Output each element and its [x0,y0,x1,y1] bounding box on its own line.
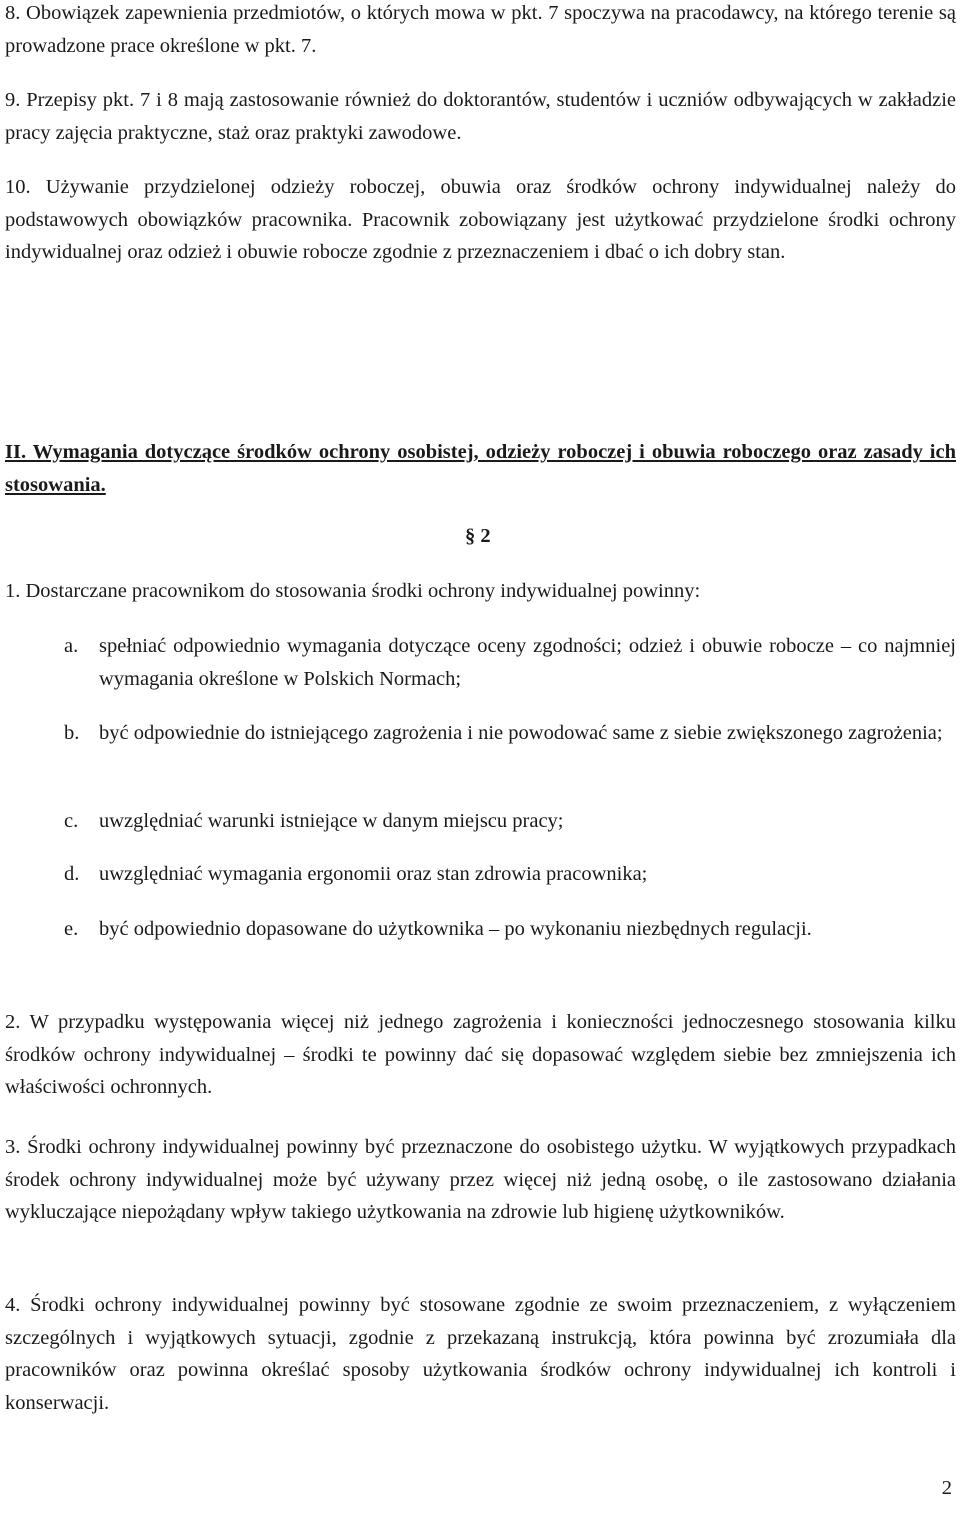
list-text: być odpowiednie do istniejącego zagrożenia i nie powodować same z siebie zwiększonego zagrożenia; [99,722,943,744]
paragraph-3: 3. Środki ochrony indywidualnej powinny być przeznaczone do osobistego użytku. W wyjątkowych przypadkach środek ochrony indywidualnej może być używany przez więcej niż jedną osobę, o ile zastosowano działania wykluczające niepożądany wpływ takiego użytkowania na zdrowie lub higienę użytkowników. [5,1136,956,1223]
section-title: II. Wymagania dotyczące środków ochrony osobistej, odzieży roboczej i obuwia roboczego oraz zasady ich stosowania. [5,441,956,496]
list-text: uwzględniać wymagania ergonomii oraz stan zdrowia pracownika; [99,863,648,885]
list-letter: c. [64,810,79,832]
list-letter: a. [64,635,79,657]
paragraph-10: 10. Używanie przydzielonej odzieży roboczej, obuwia oraz środków ochrony indywidualnej należy do podstawowych obowiązków pracownika. Pracownik zobowiązany jest użytkować przydzielone środki ochrony indywidualnej oraz odzież i obuwie robocze zgodnie z przeznaczeniem i dbać o ich dobry stan. [5,176,956,263]
list-letter: d. [64,863,80,885]
item-1-intro: 1. Dostarczane pracownikom do stosowania środki ochrony indywidualnej powinny: [5,580,701,602]
paragraph-2: 2. W przypadku występowania więcej niż jednego zagrożenia i konieczności jednoczesnego stosowania kilku środków ochrony indywidualnej – środki te powinny dać się dopasować względem siebie bez zmniejszenia ich właściwości ochronnych. [5,1011,956,1098]
list-item-e [64,913,956,946]
paragraph-8: 8. Obowiązek zapewnienia przedmiotów, o których mowa w pkt. 7 spoczywa na pracodawcy, na którego terenie są prowadzone prace określone w pkt. 7. [5,2,956,57]
list-item-a [64,630,956,695]
list-text: uwzględniać warunki istniejące w danym miejscu pracy; [99,810,564,832]
paragraph-sign: § 2 [465,525,491,547]
paragraph-4: 4. Środki ochrony indywidualnej powinny być stosowane zgodnie ze swoim przeznaczeniem, z wyłączeniem szczególnych i wyjątkowych sytuacji, zgodnie z przekazaną instrukcją, która powinna być zrozumiała dla pracowników oraz powinna określać sposoby użytkowania środków ochrony indywidualnej ich kontroli i konserwacji. [5,1294,956,1414]
list-text: być odpowiednio dopasowane do użytkownika – po wykonaniu niezbędnych regulacji. [99,918,812,940]
list-item-c [64,805,956,838]
list-letter: b. [64,722,80,744]
list-item-b [64,717,956,750]
list-letter: e. [64,918,79,940]
paragraph-9: 9. Przepisy pkt. 7 i 8 mają zastosowanie również do doktorantów, studentów i uczniów odbywających w zakładzie pracy zajęcia praktyczne, staż oraz praktyki zawodowe. [5,89,956,144]
list-item-d [64,858,956,891]
page-number: 2 [941,1477,952,1499]
list-text: spełniać odpowiednio wymagania dotyczące oceny zgodności; odzież i obuwie robocze – co najmniej wymagania określone w Polskich Normach; [99,635,956,690]
